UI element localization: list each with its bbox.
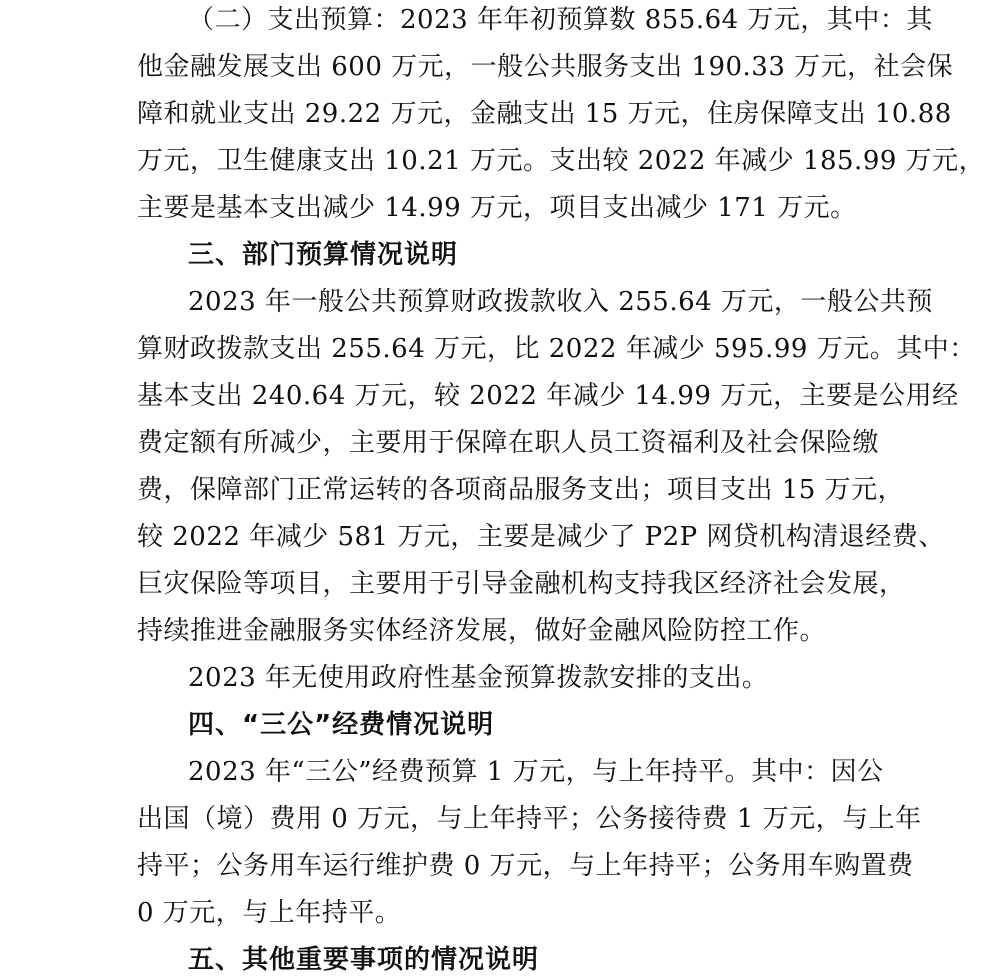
- paragraph-line: 算财政拨款支出 255.64 万元，比 2022 年减少 595.99 万元。其中：: [137, 334, 976, 364]
- paragraph-line: 持平；公务用车运行维护费 0 万元，与上年持平；公务用车购置费: [137, 851, 914, 881]
- paragraph-line: （二）支出预算：2023 年年初预算数 855.64 万元，其中：其: [188, 5, 933, 35]
- paragraph-line: 主要是基本支出减少 14.99 万元，项目支出减少 171 万元。: [137, 193, 857, 223]
- paragraph-line: 2023 年“三公”经费预算 1 万元，与上年持平。其中：因公: [188, 757, 884, 787]
- section-heading: 四、“三公”经费情况说明: [188, 710, 495, 740]
- paragraph-line: 持续推进金融服务实体经济发展，做好金融风险防控工作。: [137, 616, 827, 646]
- section-heading: 五、其他重要事项的情况说明: [188, 945, 540, 975]
- paragraph-line: 出国（境）费用 0 万元，与上年持平；公务接待费 1 万元，与上年: [137, 804, 922, 834]
- paragraph-line: 费定额有所减少，主要用于保障在职人员工资福利及社会保险缴: [137, 428, 880, 458]
- paragraph-line: 2023 年无使用政府性基金预算拨款安排的支出。: [188, 663, 769, 693]
- section-heading: 三、部门预算情况说明: [188, 240, 459, 270]
- paragraph-line: 万元，卫生健康支出 10.21 万元。支出较 2022 年减少 185.99 万元，: [137, 146, 986, 176]
- paragraph-line: 2023 年一般公共预算财政拨款收入 255.64 万元，一般公共预: [188, 287, 933, 317]
- paragraph-line: 费，保障部门正常运转的各项商品服务支出；项目支出 15 万元，: [137, 475, 905, 505]
- paragraph-line: 较 2022 年减少 581 万元，主要是减少了 P2P 网贷机构清退经费、: [137, 522, 945, 552]
- paragraph-line: 障和就业支出 29.22 万元，金融支出 15 万元，住房保障支出 10.88: [137, 99, 952, 129]
- paragraph-line: 基本支出 240.64 万元，较 2022 年减少 14.99 万元，主要是公用经: [137, 381, 959, 411]
- paragraph-line: 巨灾保险等项目，主要用于引导金融机构支持我区经济社会发展，: [137, 569, 906, 599]
- paragraph-line: 0 万元，与上年持平。: [137, 898, 402, 928]
- paragraph-line: 他金融发展支出 600 万元，一般公共服务支出 190.33 万元，社会保: [137, 52, 954, 82]
